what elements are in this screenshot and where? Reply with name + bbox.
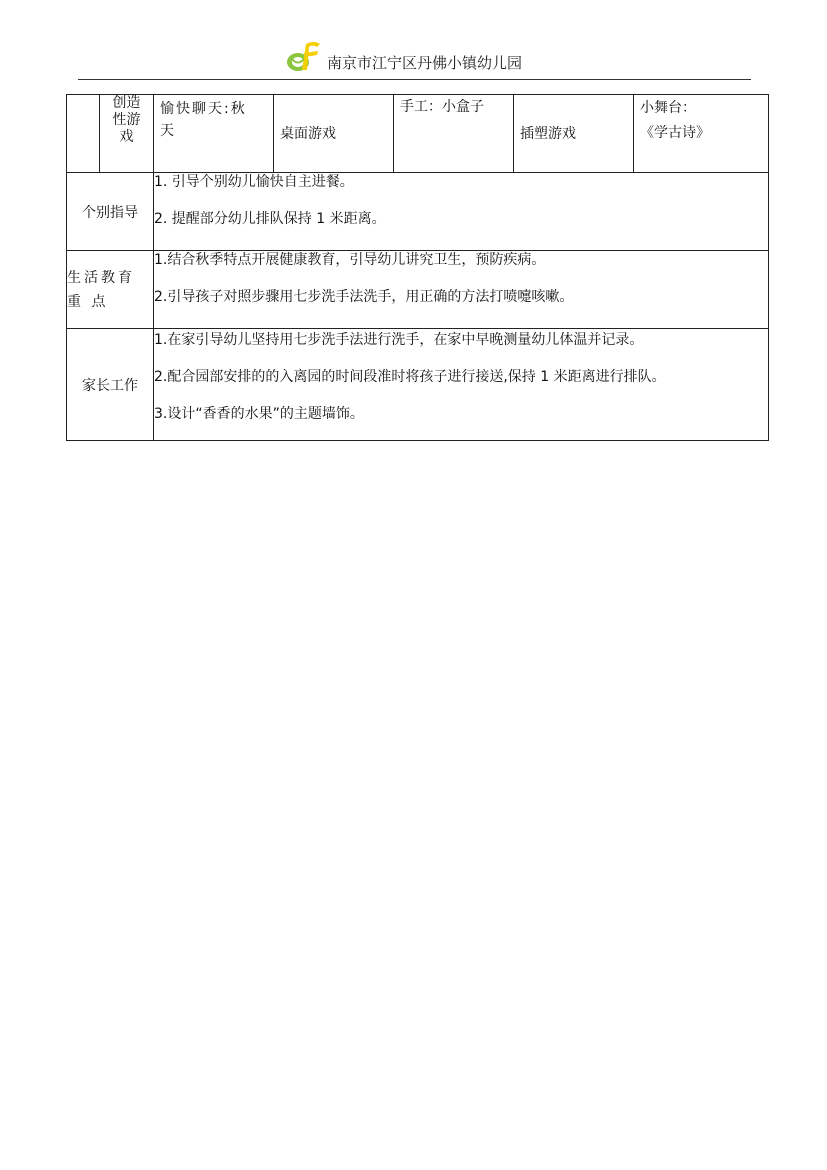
creative-games-label: [100, 95, 154, 173]
list-item: 3.设计“香香的水果”的主题墙饰。: [154, 406, 364, 422]
parent-work-row: [67, 329, 769, 441]
activity-stage-cell: [634, 95, 769, 173]
creative-games-row: [67, 95, 769, 173]
school-name: 南京市江宁区丹佛小镇幼儿园: [327, 54, 523, 72]
activity-stage: 小舞台：: [640, 100, 696, 116]
parent-work-content: [154, 329, 769, 441]
creative-label-line: 性游: [112, 112, 141, 128]
kindergarten-logo-icon: [284, 40, 324, 74]
activity-handcraft: 手工：小盒子: [400, 99, 484, 115]
individual-guidance-content: [154, 173, 769, 251]
stage-title: 《学古诗》: [640, 125, 710, 141]
activity-handcraft-cell: [394, 95, 514, 173]
activity-chat: 愉快聊天:秋天: [160, 101, 247, 139]
activity-table-games: 桌面游戏: [280, 125, 336, 142]
activity-table-games-cell: [274, 95, 394, 173]
creative-label-line: 戏: [119, 129, 134, 145]
life-education-label-line: 重 点: [67, 293, 109, 310]
activity-plastic: 插塑游戏: [520, 125, 576, 142]
list-item: 1.结合秋季特点开展健康教育，引导幼儿讲究卫生，预防疾病。: [154, 252, 546, 268]
header-divider: [78, 79, 751, 80]
life-education-label-line: 生活教育: [67, 269, 135, 286]
life-education-label: [67, 251, 154, 329]
parent-work-label: 家长工作: [67, 329, 154, 441]
individual-guidance-row: [67, 173, 769, 251]
creative-label-line: 创造: [112, 95, 141, 111]
list-item: 2. 提醒部分幼儿排队保持 1 米距离。: [154, 211, 386, 227]
weekly-plan-table: [66, 94, 769, 441]
list-item: 2.配合园部安排的的入离园的时间段准时将孩子进行接送,保持 1 米距离进行排队。: [154, 369, 666, 385]
individual-guidance-label: 个别指导: [67, 173, 154, 251]
life-education-content: [154, 251, 769, 329]
page-header: [78, 36, 751, 80]
activity-chat-cell: [154, 95, 274, 173]
list-item: 1.在家引导幼儿坚持用七步洗手法进行洗手，在家中早晚测量幼儿体温并记录。: [154, 332, 644, 348]
blank-cell: [67, 95, 100, 173]
activity-plastic-cell: [514, 95, 634, 173]
list-item: 2.引导孩子对照步骤用七步洗手法洗手，用正确的方法打喷嚏咳嗽。: [154, 289, 574, 305]
life-education-row: [67, 251, 769, 329]
list-item: 1. 引导个别幼儿愉快自主进餐。: [154, 174, 354, 190]
